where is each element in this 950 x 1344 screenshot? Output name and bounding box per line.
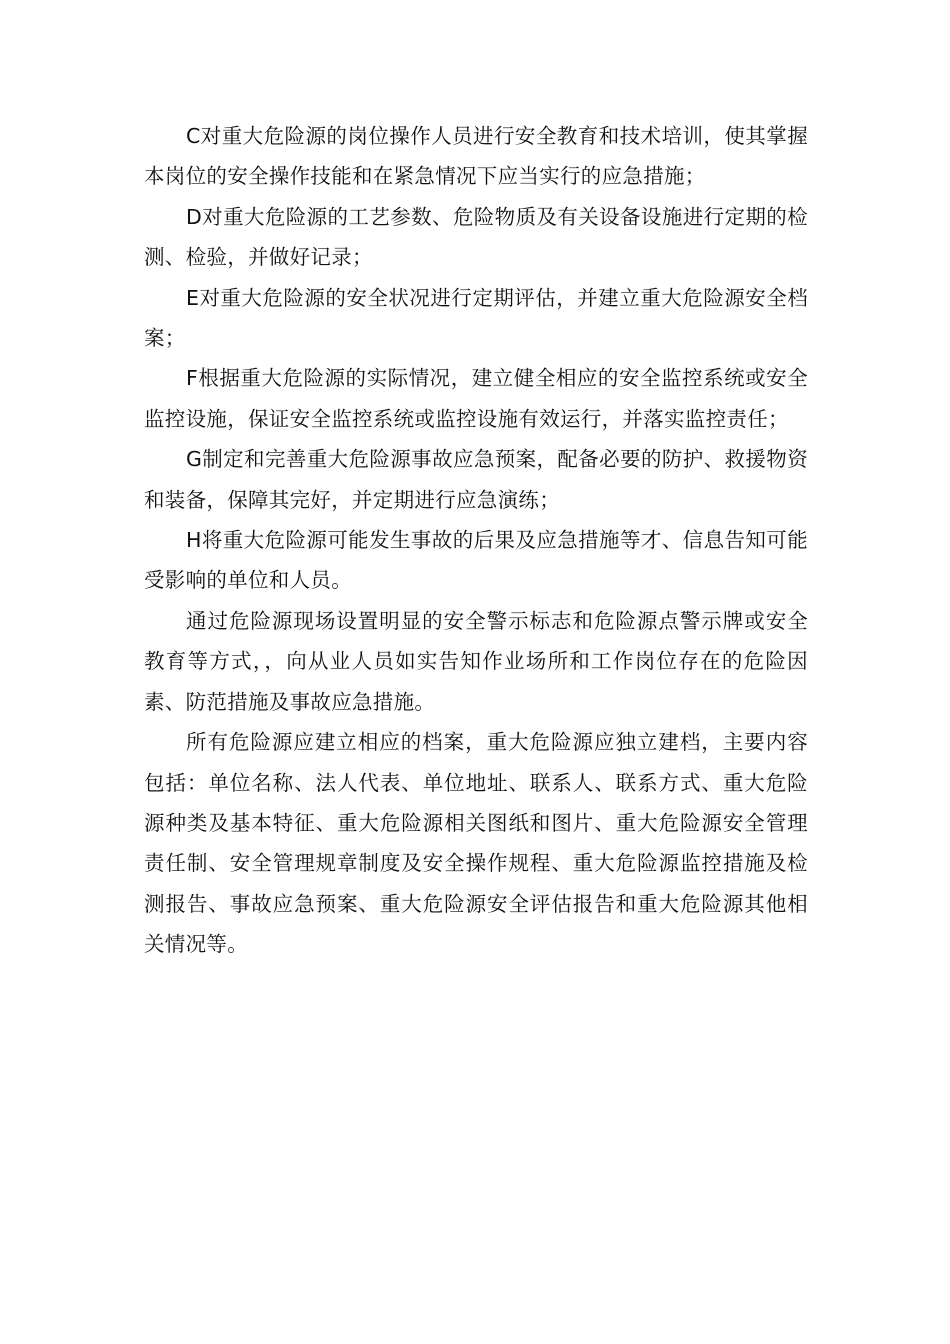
paragraph-item-g: G制定和完善重大危险源事故应急预案，配备必要的防护、救援物资和装备，保障其完好，并定期进行应急演练； <box>144 447 808 512</box>
paragraph-item-c: C对重大危险源的岗位操作人员进行安全教育和技术培训，使其掌握本岗位的安全操作技能和在紧急情况下应当实行的应急措施； <box>144 124 808 189</box>
paragraph-item-e: E对重大危险源的安全状况进行定期评估，并建立重大危险源安全档案； <box>144 285 808 351</box>
document-body <box>144 116 808 965</box>
paragraph-warning-signs: 通过危险源现场设置明显的安全警示标志和危险源点警示牌或安全教育等方式，，向从业人员如实告知作业场所和工作岗位存在的危险因素、防范措施及事故应急措施。 <box>144 608 808 714</box>
paragraph-item-d: D对重大危险源的工艺参数、危险物质及有关设备设施进行定期的检测、检验，并做好记录； <box>144 204 808 270</box>
paragraph-archives: 所有危险源应建立相应的档案，重大危险源应独立建档，主要内容包括：单位名称、法人代表、单位地址、联系人、联系方式、重大危险源种类及基本特征、重大危险源相关图纸和图片、重大危险源安全管理责任制、安全管理规章制度及安全操作规程、重大危险源监控措施及检测报告、事故应急预案、重大危险源安全评估报告和重大危险源其他相关情况等。 <box>144 730 808 957</box>
paragraph-item-f: F根据重大危险源的实际情况，建立健全相应的安全监控系统或安全监控设施，保证安全监控系统或监控设施有效运行，并落实监控责任； <box>144 366 808 431</box>
paragraph-item-h: H将重大危险源可能发生事故的后果及应急措施等才、信息告知可能受影响的单位和人员。 <box>144 528 808 593</box>
